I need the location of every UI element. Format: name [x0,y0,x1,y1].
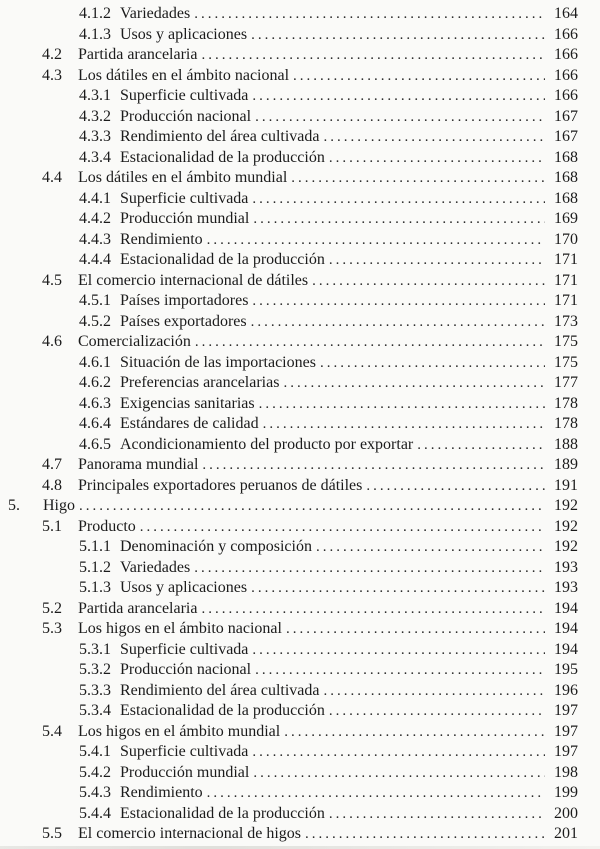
toc-entry-title: Estacionalidad de la producción [120,251,325,268]
toc-entry-page: 171 [554,292,578,309]
toc-entry-number: 4.4.1 [79,189,111,207]
toc-entry-title: Variedades [120,5,191,22]
toc-entry-title: Los dátiles en el ámbito nacional [78,66,290,84]
toc-entry-number: 4.6.4 [79,415,111,432]
toc-entry-title: Producción mundial [120,763,250,781]
toc-entry-number: 4.3.3 [79,128,111,145]
toc-entry-number: 4.5 [42,271,62,289]
toc-entry-number: 4.5.2 [79,312,111,330]
toc-entry-title: Los higos en el ámbito mundial [78,722,281,740]
toc-entry-number: 5.1.3 [79,579,111,596]
toc-entry-title: Los higos en el ámbito nacional [78,620,282,637]
toc-entry-title: Principales exportadores peruanos de dátiles [78,476,363,494]
toc-entry-page: 188 [554,435,578,453]
toc-entry-title: Estacionalidad de la producción [120,148,325,166]
toc-entry-title: Higo [43,497,75,514]
toc-entry [0,209,578,230]
toc-entry-number: 4.6.1 [79,353,111,371]
toc-entry-title: Exigencias sanitarias [120,394,255,412]
dot-leader [312,271,545,292]
toc-entry-page: 192 [554,538,578,555]
toc-entry [0,45,578,66]
toc-entry-title: Los dátiles en el ámbito mundial [78,169,288,186]
toc-entry-page: 194 [554,620,578,637]
dot-leader [195,332,545,353]
toc-entry-page: 170 [554,230,578,248]
dot-leader [284,722,545,743]
dot-leader [255,660,545,681]
toc-entry-number: 5.4.2 [79,763,111,781]
dot-leader [305,824,545,845]
dot-leader [283,373,545,394]
toc-entry-number: 4.5.1 [79,292,111,309]
toc-entry [0,353,578,374]
toc-entry-page: 200 [554,804,578,822]
toc-entry-page: 166 [554,66,578,84]
toc-entry-page: 193 [554,579,578,596]
toc-entry-number: 4.3.2 [79,107,111,125]
toc-entry-title: Superficie cultivada [120,189,249,207]
toc-entry-page: 168 [554,189,578,207]
toc-entry [0,742,578,763]
toc-entry-number: 4.3.1 [79,87,111,104]
toc-entry-page: 164 [554,5,578,22]
toc-entry-page: 168 [554,169,578,186]
toc-entry-number: 4.4.4 [79,251,111,268]
toc-entry-title: Variedades [120,558,191,576]
dot-leader [329,804,545,825]
toc-entry [0,168,578,189]
toc-entry-page: 199 [554,784,578,801]
toc-entry-number: 4.1.3 [79,25,111,43]
dot-leader [251,25,545,46]
toc-entry-number: 5.4.4 [79,804,111,822]
toc-entry [0,189,578,210]
toc-entry-page: 192 [554,517,578,535]
dot-leader [79,496,545,517]
toc-entry-page: 178 [554,394,578,412]
toc-entry [0,599,578,620]
toc-entry [0,558,578,579]
toc-entry-page: 195 [554,661,578,678]
toc-entry-title: Usos y aplicaciones [120,579,248,596]
toc-entry-title: Partida arancelaria [78,599,198,617]
dot-leader [253,763,545,784]
toc-entry-number: 5.3.1 [79,640,111,658]
toc-entry [0,783,578,804]
toc-entry-number: 5.3.2 [79,661,111,678]
dot-leader [251,578,545,599]
toc-entry-page: 167 [554,128,578,145]
dot-leader [253,209,545,230]
dot-leader [323,681,545,702]
toc-entry-number: 4.6 [42,333,62,350]
dot-leader [329,250,545,271]
toc-entry-number: 5.4 [42,722,62,740]
toc-entry-page: 171 [554,271,578,289]
toc-entry-page: 168 [554,148,578,166]
toc-entry-title: Países importadores [120,292,249,309]
dot-leader [252,291,545,312]
toc-entry-title: Rendimiento [120,230,203,248]
toc-entry-title: Rendimiento [120,784,203,801]
toc-entry [0,804,578,825]
toc-entry-page: 194 [554,599,578,617]
toc-entry-number: 5.1.1 [79,538,111,555]
toc-entry-page: 192 [554,497,578,514]
toc-entry-page: 178 [554,415,578,432]
toc-entry [0,394,578,415]
toc-entry [0,681,578,702]
toc-entry [0,435,578,456]
dot-leader [286,619,545,640]
toc-entry [0,701,578,722]
toc-entry-page: 193 [554,558,578,576]
dot-leader [366,476,545,497]
toc-entry-title: Estándares de calidad [120,415,259,432]
dot-leader [252,640,545,661]
toc-entry-title: Producción nacional [120,107,252,125]
toc-entry [0,291,578,312]
toc-entry-number: 5.1.2 [79,558,111,576]
dot-leader [252,86,545,107]
dot-leader [255,107,545,128]
toc-entry [0,66,578,87]
toc-entry-title: Producción mundial [120,210,250,227]
toc-entry [0,4,578,25]
toc-entry-page: 201 [554,825,578,842]
toc-entry-page: 169 [554,210,578,227]
toc-entry [0,312,578,333]
toc-entry [0,107,578,128]
toc-entry-number: 4.6.3 [79,394,111,412]
toc-entry-title: Acondicionamiento del producto por exportar [120,435,414,453]
toc-entry-title: Preferencias arancelarias [120,374,280,391]
toc-entry [0,414,578,435]
toc-entry-page: 175 [554,333,578,350]
toc-entry-title: Rendimiento del área cultivada [120,681,320,699]
dot-leader [194,558,545,579]
dot-leader [252,742,545,763]
toc-entry [0,86,578,107]
toc-entry-title: Producto [78,517,136,535]
toc-entry [0,271,578,292]
toc-entry-page: 167 [554,107,578,125]
toc-entry-number: 4.3.4 [79,148,111,166]
dot-leader [252,189,545,210]
toc-entry-number: 4.4.2 [79,210,111,227]
dot-leader [263,414,545,435]
dot-leader [259,394,545,415]
toc-entry-number: 4.4 [42,169,62,186]
toc-entry-page: 166 [554,46,578,63]
toc-entry-number: 4.6.2 [79,374,111,391]
dot-leader [194,4,545,25]
toc-entry-page: 177 [554,374,578,391]
toc-entry-page: 197 [554,743,578,760]
toc-entry [0,660,578,681]
toc-entry-number: 4.8 [42,476,62,494]
toc-entry [0,25,578,46]
toc-entry [0,824,578,845]
toc-entry-number: 5.3.4 [79,702,111,719]
toc-entry-page: 196 [554,681,578,699]
toc-entry [0,537,578,558]
toc-entry-number: 5.5 [42,825,62,842]
dot-leader [207,230,545,251]
toc-entry-title: Superficie cultivada [120,87,249,104]
toc-entry-number: 4.4.3 [79,230,111,248]
dot-leader [293,66,545,87]
toc-entry-number: 4.3 [42,66,62,84]
dot-leader [201,599,545,620]
toc-entry-page: 197 [554,702,578,719]
dot-leader [329,148,545,169]
toc-entry [0,640,578,661]
dot-leader [323,127,545,148]
toc-entry-page: 197 [554,722,578,740]
toc-entry-title: Situación de las importaciones [120,353,316,371]
toc-entry-page: 166 [554,25,578,43]
toc-entry-number: 5.4.3 [79,784,111,801]
toc-entry-title: El comercio internacional de dátiles [78,271,309,289]
toc-entry-title: Rendimiento del área cultivada [120,128,320,145]
toc-entry-number: 4.7 [42,456,62,473]
toc-entry-number: 5.2 [42,599,62,617]
toc-entry-title: Superficie cultivada [120,640,249,658]
toc-entry-page: 189 [554,456,578,473]
toc-entry [0,476,578,497]
toc-entry-number: 4.1.2 [79,5,111,22]
toc-entry-title: Panorama mundial [78,456,199,473]
toc-entry-number: 4.2 [42,46,62,63]
toc-entry-number: 5.4.1 [79,743,111,760]
toc-entry-number: 5.3.3 [79,681,111,699]
toc-entry [0,332,578,353]
toc-entry [0,496,578,517]
toc-entry-title: Estacionalidad de la producción [120,804,325,822]
toc-entry [0,127,578,148]
toc-entry-number: 4.6.5 [79,435,111,453]
toc-entry [0,578,578,599]
toc-entry [0,250,578,271]
toc-entry-page: 175 [554,353,578,371]
toc-entry [0,455,578,476]
toc-entry-title: El comercio internacional de higos [78,825,302,842]
dot-leader [316,537,545,558]
toc-entry-title: Países exportadores [120,312,247,330]
toc-entry-title: Usos y aplicaciones [120,25,248,43]
dot-leader [207,783,545,804]
toc-entry [0,763,578,784]
toc-entry-page: 194 [554,640,578,658]
toc-entry [0,517,578,538]
dot-leader [329,701,545,722]
dot-leader [320,353,545,374]
toc-entry-page: 173 [554,312,578,330]
toc-entry-number: 5.1 [42,517,62,535]
toc-entry-title: Producción nacional [120,661,252,678]
toc-entry-page: 198 [554,763,578,781]
dot-leader [140,517,545,538]
dot-leader [201,45,545,66]
toc-entry-title: Estacionalidad de la producción [120,702,325,719]
toc-entry [0,619,578,640]
toc-entry-number: 5. [8,497,20,514]
dot-leader [291,168,545,189]
toc-entry-page: 171 [554,251,578,268]
toc-entry-title: Comercialización [78,333,191,350]
toc-entry [0,373,578,394]
toc-entry-title: Superficie cultivada [120,743,249,760]
toc-entry-title: Partida arancelaria [78,46,198,63]
toc-entry [0,722,578,743]
toc-entry-title: Denominación y composición [120,538,312,555]
toc-entry [0,148,578,169]
toc-entry-page: 191 [554,476,578,494]
dot-leader [251,312,545,333]
dot-leader [417,435,545,456]
toc-entry-number: 5.3 [42,620,62,637]
dot-leader [202,455,545,476]
table-of-contents [0,4,600,845]
toc-entry-page: 166 [554,87,578,104]
toc-entry [0,230,578,251]
